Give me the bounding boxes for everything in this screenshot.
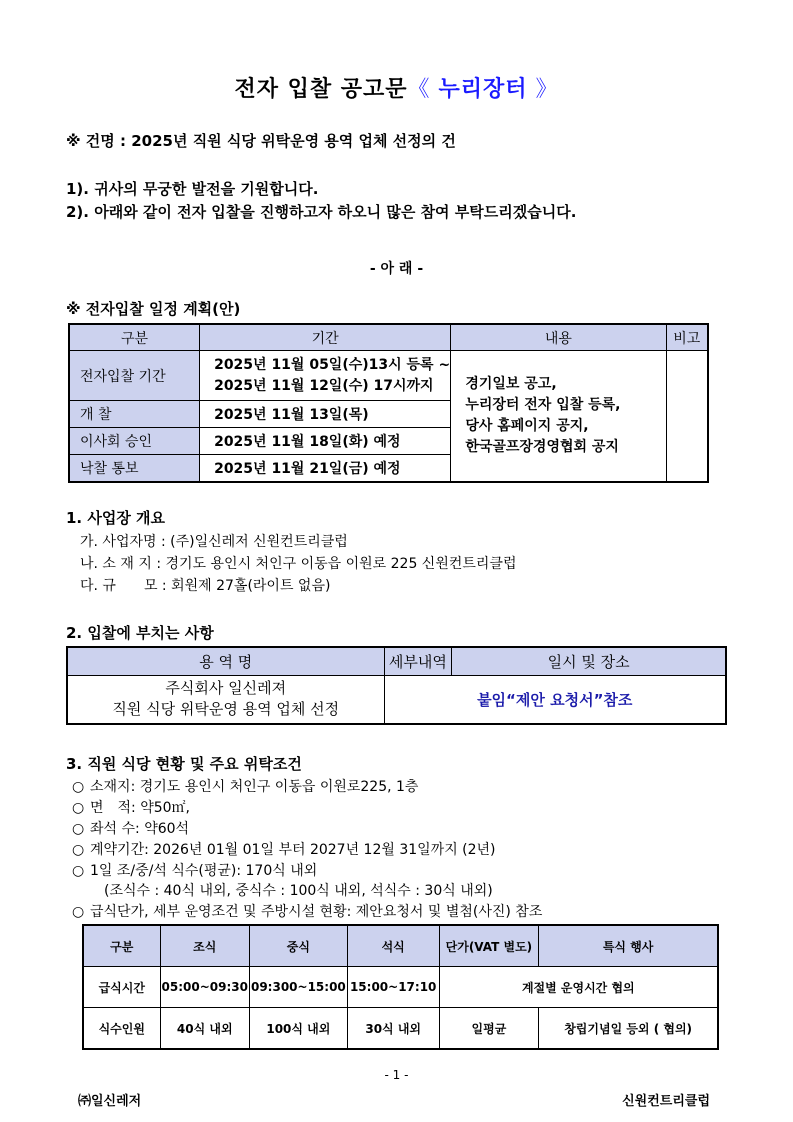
meal-cell: 계절별 운영시간 협의	[439, 967, 718, 1008]
schedule-table	[68, 323, 709, 483]
section3-item: ○ 급식단가, 세부 운영조건 및 주방시설 현황: 제안요청서 및 별첨(사진) 참조	[72, 904, 543, 920]
bid-place: 붙임“제안 요청서”참조	[384, 676, 726, 724]
section3-item: ○ 면 적: 약50㎡,	[72, 800, 191, 816]
schedule-remark	[666, 351, 708, 482]
meal-cell: 40식 내외	[160, 1008, 249, 1050]
schedule-label: 이사회 승인	[69, 428, 200, 455]
meal-table	[82, 924, 719, 1050]
below-marker: - 아 래 -	[369, 261, 424, 277]
section3-item: ○ 소재지: 경기도 용인시 처인구 이동읍 이원로225, 1층	[72, 779, 419, 795]
meal-header: 조식	[160, 925, 249, 967]
schedule-period: 2025년 11월 05일(수)13시 등록 ~ 2025년 11월 12일(수) 17시까지	[200, 351, 451, 401]
meal-header: 중식	[249, 925, 347, 967]
greeting-2: 2). 아래와 같이 전자 입찰을 진행하고자 하오니 많은 참여 부탁드리겠습니다.	[66, 203, 577, 221]
schedule-period: 2025년 11월 21일(금) 예정	[200, 455, 451, 482]
schedule-period: 2025년 11월 13일(목)	[200, 401, 451, 428]
section3-subitem: (조식수 : 40식 내외, 중식수 : 100식 내외, 석식수 : 30식 내외)	[104, 883, 493, 899]
section1-item: 나. 소 재 지 : 경기도 용인시 처인구 이동읍 이원로 225 신원컨트리클럽	[80, 556, 517, 572]
bid-header: 세부내역	[384, 647, 452, 676]
schedule-label: 낙찰 통보	[69, 455, 200, 482]
meal-cell: 100식 내외	[249, 1008, 347, 1050]
section3-item: ○ 좌석 수: 약60석	[72, 821, 190, 837]
title-highlight: 《 누리장터 》	[407, 77, 559, 102]
subject-line: ※ 건명 : 2025년 직원 식당 위탁운영 용역 업체 선정의 건	[66, 132, 456, 150]
meal-cell: 식수인원	[83, 1008, 160, 1050]
bid-header: 용 역 명	[67, 647, 384, 676]
page-number: - 1 -	[384, 1068, 409, 1082]
schedule-header: 비고	[666, 324, 708, 351]
schedule-header: 구분	[69, 324, 200, 351]
meal-header: 석식	[347, 925, 439, 967]
page-title	[0, 72, 793, 103]
section2-heading: 2. 입찰에 부치는 사항	[66, 624, 214, 642]
schedule-content: 경기일보 공고, 누리장터 전자 입찰 등록, 당사 홈페이지 공지, 한국골프장경영협회 공지	[451, 351, 666, 482]
section1-heading: 1. 사업장 개요	[66, 509, 166, 527]
section1-item: 가. 사업자명 : (주)일신레저 신원컨트리클럽	[80, 534, 348, 550]
section3-heading: 3. 직원 식당 현황 및 주요 위탁조건	[66, 755, 302, 773]
footer-club: 신원컨트리클럽	[622, 1094, 710, 1109]
section3-item: ○ 계약기간: 2026년 01월 01일 부터 2027년 12월 31일까지 (2년)	[72, 842, 496, 858]
meal-cell: 30식 내외	[347, 1008, 439, 1050]
bid-header: 일시 및 장소	[452, 647, 726, 676]
meal-cell: 일평균	[439, 1008, 539, 1050]
meal-cell: 05:00~09:30	[160, 967, 249, 1008]
title-main: 전자 입찰 공고문	[234, 77, 408, 102]
meal-header: 구분	[83, 925, 160, 967]
schedule-heading: ※ 전자입찰 일정 계획(안)	[66, 300, 241, 318]
meal-cell: 15:00~17:10	[347, 967, 439, 1008]
meal-header: 특식 행사	[539, 925, 718, 967]
schedule-header: 기간	[200, 324, 451, 351]
meal-cell: 09:300~15:00	[249, 967, 347, 1008]
bid-item-table	[66, 646, 727, 725]
meal-header: 단가(VAT 별도)	[439, 925, 539, 967]
greeting-1: 1). 귀사의 무궁한 발전을 기원합니다.	[66, 180, 319, 198]
service-name: 주식회사 일신레져 직원 식당 위탁운영 용역 업체 선정	[67, 676, 384, 724]
schedule-header: 내용	[451, 324, 666, 351]
section3-item: ○ 1일 조/중/석 식수(평균): 170식 내외	[72, 863, 318, 879]
footer-company: ㈜일신레저	[78, 1094, 142, 1109]
section1-item: 다. 규 모 : 회원제 27홀(라이트 없음)	[80, 578, 331, 594]
meal-cell: 급식시간	[83, 967, 160, 1008]
schedule-period: 2025년 11월 18일(화) 예정	[200, 428, 451, 455]
meal-cell: 창립기념일 등외 ( 협의)	[539, 1008, 718, 1050]
schedule-label: 개 찰	[69, 401, 200, 428]
schedule-label: 전자입찰 기간	[69, 351, 200, 401]
